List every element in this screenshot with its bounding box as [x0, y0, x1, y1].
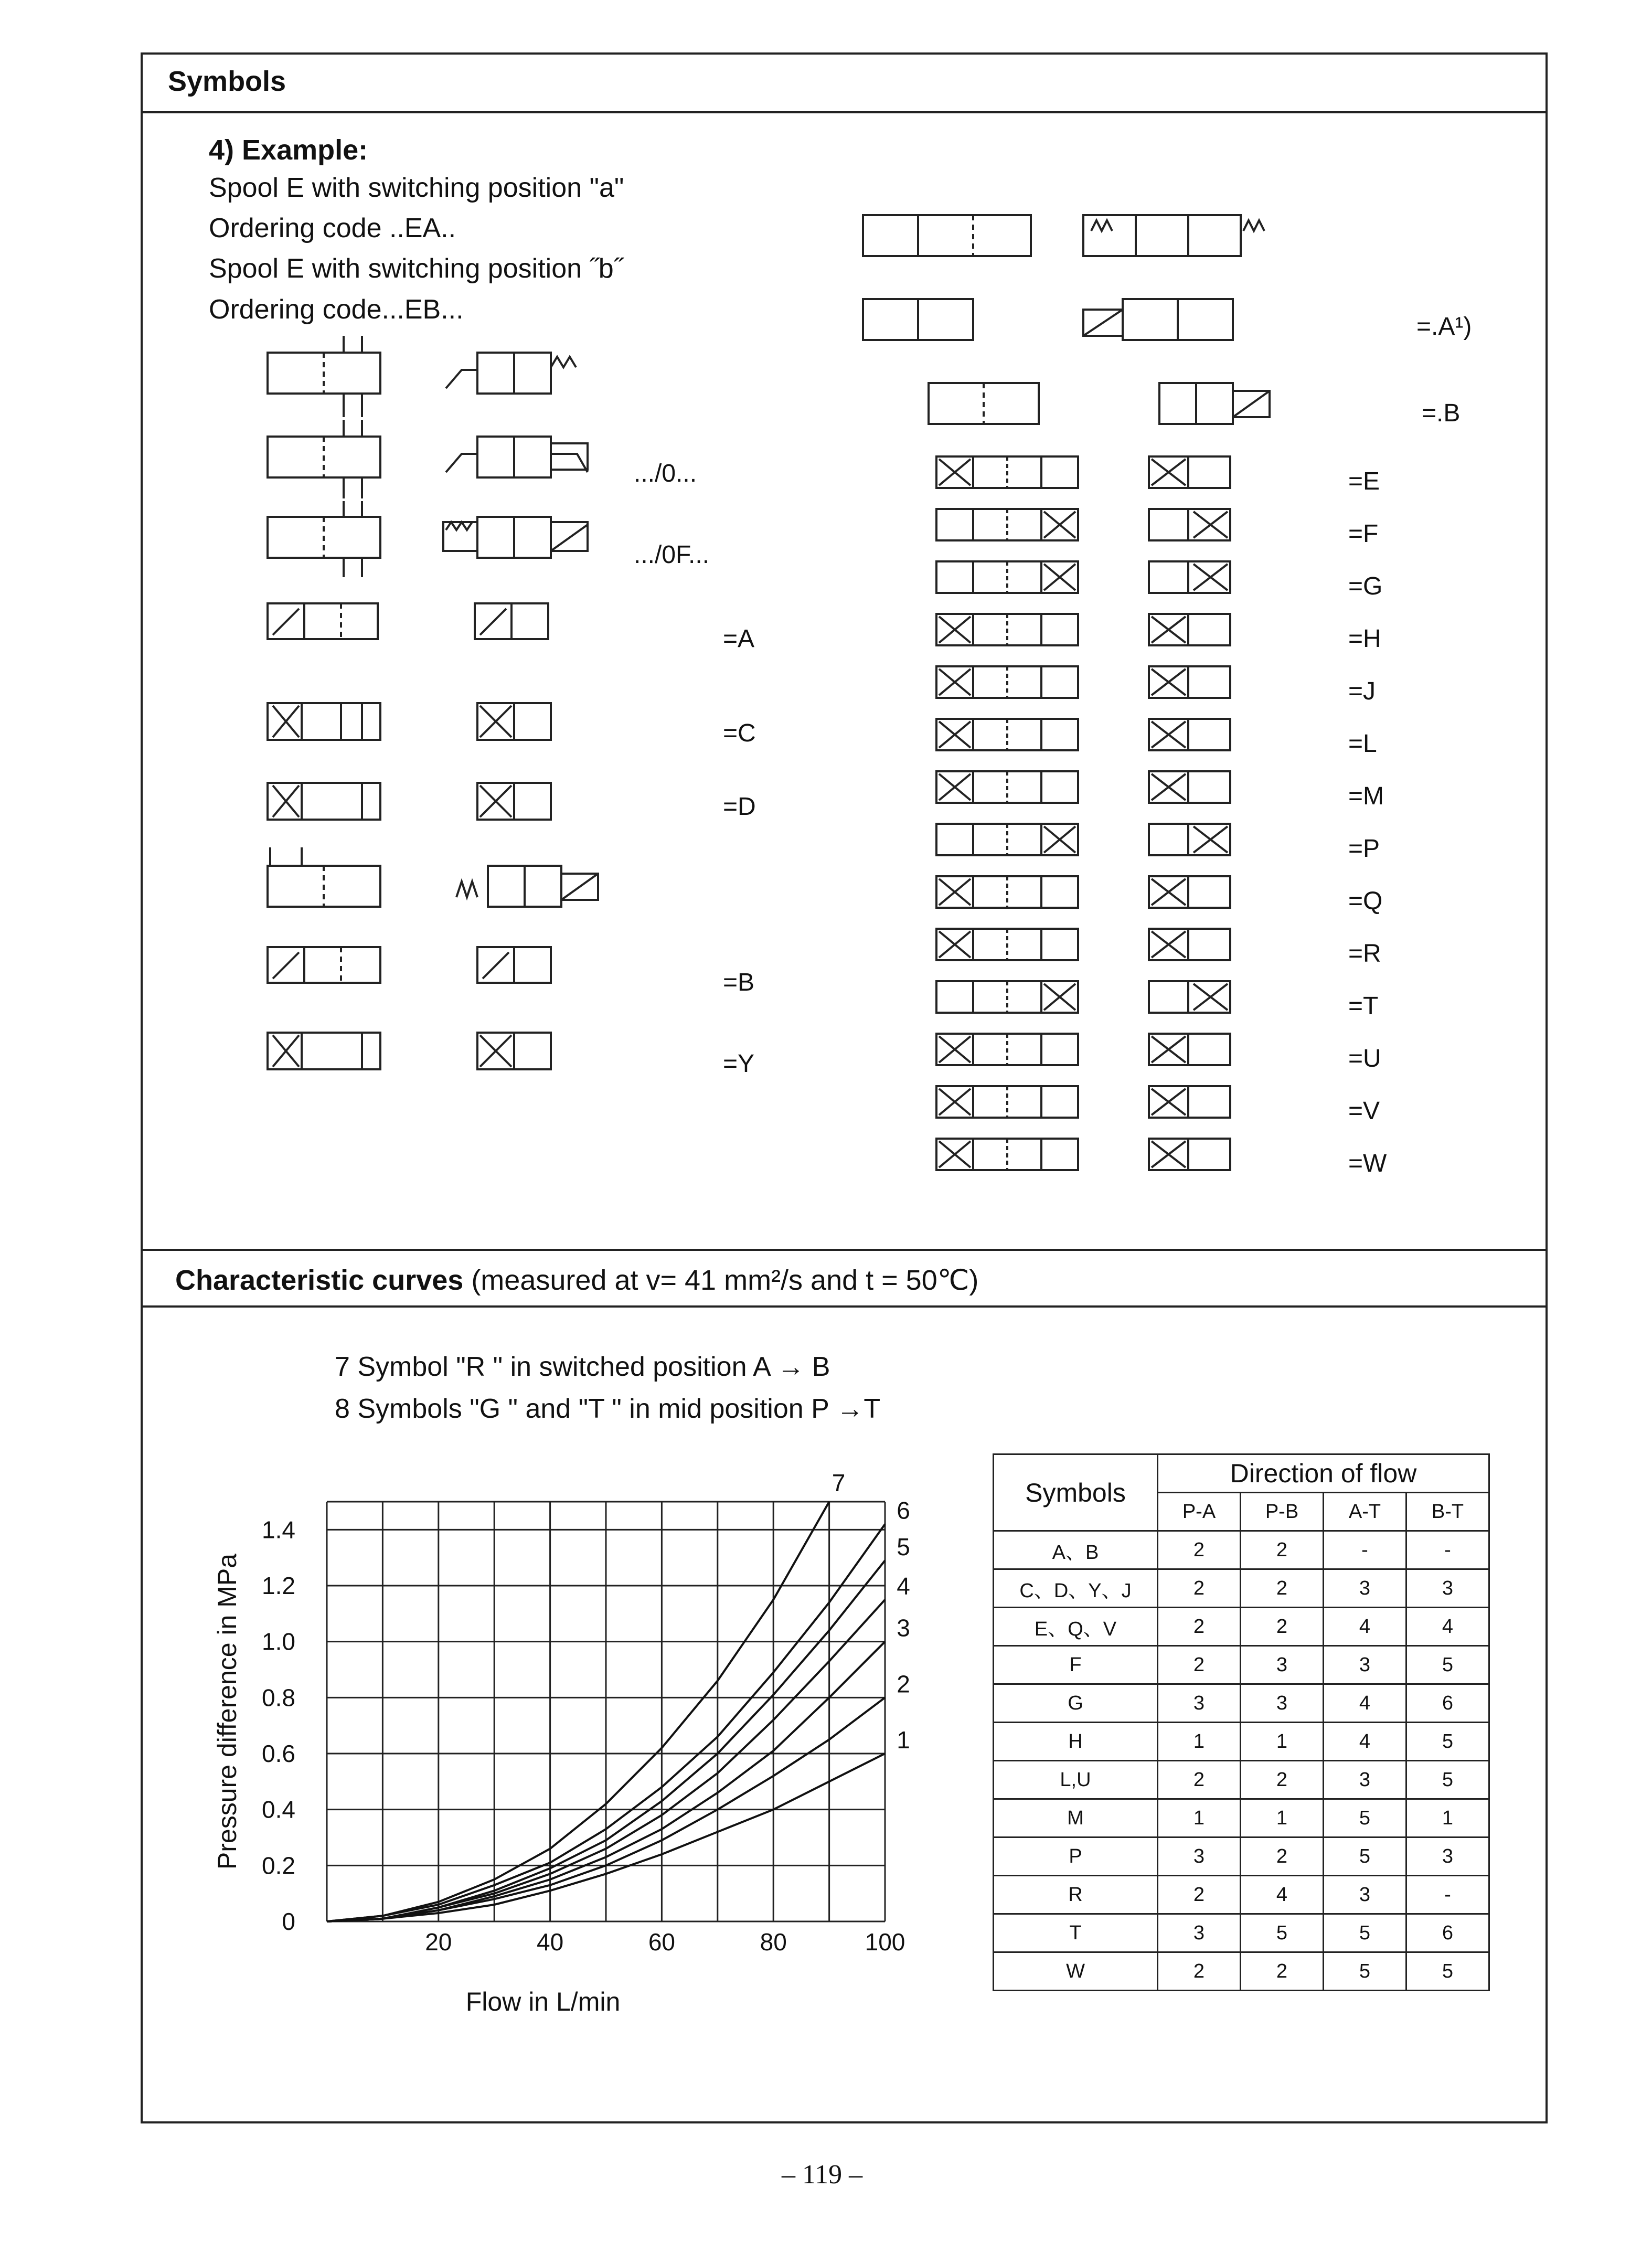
value-cell: 1 [1241, 1799, 1324, 1838]
spool-symbol-list [936, 456, 1230, 1170]
flow-table [993, 1453, 1490, 1991]
symbol-cell: E、Q、V [994, 1608, 1158, 1646]
y-tick-label: 0.6 [262, 1740, 295, 1767]
column-header: A-T [1324, 1493, 1406, 1531]
symbol-code-G: =G [1348, 572, 1383, 600]
y-tick-label: 1.0 [262, 1628, 295, 1655]
x-tick-label: 100 [865, 1928, 905, 1956]
symbol-cell: A、B [994, 1531, 1158, 1569]
symbol-cell: P [994, 1838, 1158, 1876]
symbol-code-R: =R [1348, 940, 1381, 968]
x-tick-label: 60 [648, 1928, 675, 1956]
y-tick-label: 1.2 [262, 1572, 295, 1599]
symbol-cell: H [994, 1723, 1158, 1761]
example-line: Spool E with switching position "a" [209, 173, 624, 203]
table-row [994, 1646, 1489, 1684]
series-label: 2 [897, 1670, 910, 1698]
symbol-code-Q: =Q [1348, 887, 1383, 915]
value-cell: 2 [1158, 1531, 1241, 1569]
symbol-code-D: =D [723, 793, 756, 821]
value-cell: 3 [1324, 1646, 1406, 1684]
value-cell: 5 [1324, 1838, 1406, 1876]
valve-symbol-3pos [863, 215, 1264, 256]
table-row [994, 1684, 1489, 1723]
series-label: 3 [897, 1614, 910, 1642]
value-cell: 2 [1241, 1608, 1324, 1646]
spool-symbol-R [936, 929, 1230, 960]
example-line: Ordering code ..EA.. [209, 213, 456, 243]
curves-header [143, 1249, 1546, 1308]
y-tick-label: 0.2 [262, 1852, 295, 1879]
spool-symbol-Q [936, 876, 1230, 908]
value-cell: 3 [1324, 1569, 1406, 1608]
symbols-title: Symbols [168, 66, 286, 97]
value-cell: 5 [1241, 1914, 1324, 1952]
table-row [994, 1952, 1489, 1991]
y-axis-label: Pressure difference in MPa [212, 1553, 242, 1870]
value-cell: 2 [1158, 1608, 1241, 1646]
curve-caption: 7 Symbol "R " in switched position A → B [335, 1352, 830, 1382]
value-cell: 1 [1406, 1799, 1489, 1838]
series-label: 5 [897, 1533, 910, 1560]
value-cell: 3 [1241, 1684, 1324, 1723]
value-cell: 3 [1406, 1838, 1489, 1876]
value-cell: 3 [1324, 1761, 1406, 1799]
spool-symbol-U [936, 1034, 1230, 1065]
spool-symbol-W [936, 1139, 1230, 1170]
symbol-cell: L,U [994, 1761, 1158, 1799]
valve-symbol-.B [929, 383, 1270, 424]
y-tick-label: 0 [282, 1908, 295, 1935]
x-tick-label: 80 [760, 1928, 787, 1956]
symbol-code-L: =L [1348, 730, 1377, 758]
value-cell: 5 [1406, 1723, 1489, 1761]
value-cell: 1 [1241, 1723, 1324, 1761]
value-cell: 3 [1158, 1838, 1241, 1876]
table-row [994, 1569, 1489, 1608]
value-cell: 5 [1406, 1952, 1489, 1991]
symbol-code-.B: =.B [1422, 399, 1461, 427]
column-header: P-B [1241, 1493, 1324, 1531]
curves-title: Characteristic curves [175, 1265, 464, 1296]
pressure-flow-chart [199, 1459, 944, 2036]
value-cell: 2 [1241, 1531, 1324, 1569]
flow-table-body [994, 1531, 1489, 1991]
variant-code: .../0F... [634, 541, 710, 569]
table-row [994, 1723, 1489, 1761]
table-row [994, 1876, 1489, 1914]
value-cell: 6 [1406, 1684, 1489, 1723]
value-cell: 4 [1324, 1608, 1406, 1646]
example-title: 4) Example: [209, 134, 368, 166]
spool-symbol-G [936, 561, 1230, 593]
value-cell: - [1406, 1876, 1489, 1914]
spool-symbol-P [936, 824, 1230, 855]
spool-symbol-J [936, 666, 1230, 698]
y-tick-label: 0.4 [262, 1796, 295, 1823]
value-cell: 3 [1406, 1569, 1489, 1608]
value-cell: 5 [1324, 1914, 1406, 1952]
spool-symbol-D [268, 783, 551, 820]
series-line-7 [327, 1502, 829, 1921]
symbol-code-M: =M [1348, 782, 1384, 810]
value-cell: - [1324, 1531, 1406, 1569]
symbol-cell: F [994, 1646, 1158, 1684]
symbol-code-A: =A [723, 625, 755, 653]
valve-symbol-b-variant [268, 847, 598, 907]
spool-symbol-T [936, 981, 1230, 1013]
symbol-code-H: =H [1348, 625, 1381, 653]
table-header-direction: Direction of flow [1158, 1454, 1489, 1493]
symbol-cell: T [994, 1914, 1158, 1952]
valve-symbol-a-b-3 [268, 501, 588, 577]
table-header-symbols: Symbols [994, 1454, 1158, 1531]
curves-note: (measured at v= 41 mm²/s and t = 50℃) [471, 1265, 979, 1296]
symbol-code-Y: =Y [723, 1050, 755, 1078]
curve-caption: 8 Symbols "G " and "T " in mid position P →T [335, 1394, 881, 1424]
x-axis-label: Flow in L/min [465, 1987, 621, 2016]
value-cell: 2 [1241, 1952, 1324, 1991]
symbol-cell: G [994, 1684, 1158, 1723]
value-cell: 2 [1158, 1876, 1241, 1914]
value-cell: 4 [1324, 1684, 1406, 1723]
value-cell: 2 [1241, 1569, 1324, 1608]
value-cell: 3 [1158, 1914, 1241, 1952]
symbol-code-A1: =.A¹) [1416, 313, 1472, 341]
symbol-cell: M [994, 1799, 1158, 1838]
value-cell: 1 [1158, 1723, 1241, 1761]
value-cell: 5 [1406, 1646, 1489, 1684]
value-cell: 1 [1158, 1799, 1241, 1838]
symbol-code-T: =T [1348, 992, 1379, 1020]
series-label: 1 [897, 1726, 910, 1754]
symbol-code-W: =W [1348, 1150, 1387, 1177]
valve-symbol-A1 [863, 299, 1233, 340]
spool-symbol-M [936, 771, 1230, 803]
table-row [994, 1799, 1489, 1838]
spool-symbol-V [936, 1086, 1230, 1118]
table-row [994, 1531, 1489, 1569]
value-cell: 2 [1158, 1761, 1241, 1799]
series-label: 4 [897, 1572, 910, 1600]
symbol-code-E: =E [1348, 468, 1380, 495]
valve-symbol-a-b-2 [268, 420, 588, 498]
table-row [994, 1761, 1489, 1799]
example-line: Spool E with switching position ˝b˝ [209, 253, 623, 284]
spool-symbol-F [936, 509, 1230, 540]
table-row [994, 1608, 1489, 1646]
symbol-cell: R [994, 1876, 1158, 1914]
symbol-code-J: =J [1348, 677, 1376, 705]
spool-symbol-B [268, 947, 551, 983]
spool-symbol-E [936, 456, 1230, 488]
value-cell: 2 [1158, 1952, 1241, 1991]
y-tick-label: 1.4 [262, 1516, 295, 1544]
symbol-code-C: =C [723, 719, 756, 747]
series-label: 7 [832, 1469, 846, 1496]
value-cell: 3 [1241, 1646, 1324, 1684]
value-cell: - [1406, 1531, 1489, 1569]
spool-symbol-H [936, 614, 1230, 645]
spool-symbol-L [936, 719, 1230, 750]
symbol-cell: W [994, 1952, 1158, 1991]
symbol-code-B: =B [723, 969, 755, 996]
value-cell: 2 [1241, 1761, 1324, 1799]
series-label: 6 [897, 1496, 910, 1524]
column-header: P-A [1158, 1493, 1241, 1531]
symbol-cell: C、D、Y、J [994, 1569, 1158, 1608]
spool-symbol-Y [268, 1033, 551, 1069]
value-cell: 6 [1406, 1914, 1489, 1952]
value-cell: 5 [1324, 1952, 1406, 1991]
example-line: Ordering code...EB... [209, 294, 464, 325]
symbol-code-P: =P [1348, 835, 1380, 863]
y-tick-label: 0.8 [262, 1684, 295, 1712]
value-cell: 3 [1324, 1876, 1406, 1914]
value-cell: 2 [1158, 1646, 1241, 1684]
value-cell: 2 [1158, 1569, 1241, 1608]
page-number: – 119 – [782, 2160, 863, 2190]
value-cell: 4 [1406, 1608, 1489, 1646]
spool-symbol-A [268, 603, 548, 639]
symbol-code-F: =F [1348, 520, 1379, 548]
symbol-code-V: =V [1348, 1097, 1380, 1125]
column-header: B-T [1406, 1493, 1489, 1531]
symbol-code-U: =U [1348, 1045, 1381, 1072]
value-cell: 5 [1324, 1799, 1406, 1838]
spool-symbol-C [268, 703, 551, 740]
variant-code: .../0... [634, 460, 697, 487]
table-row [994, 1914, 1489, 1952]
curves-title-line [175, 1263, 978, 1297]
value-cell: 4 [1241, 1876, 1324, 1914]
value-cell: 2 [1241, 1838, 1324, 1876]
valve-symbol-a-b [268, 336, 576, 417]
value-cell: 4 [1324, 1723, 1406, 1761]
x-tick-label: 20 [425, 1928, 452, 1956]
table-row [994, 1838, 1489, 1876]
x-tick-label: 40 [537, 1928, 564, 1956]
value-cell: 3 [1158, 1684, 1241, 1723]
value-cell: 5 [1406, 1761, 1489, 1799]
